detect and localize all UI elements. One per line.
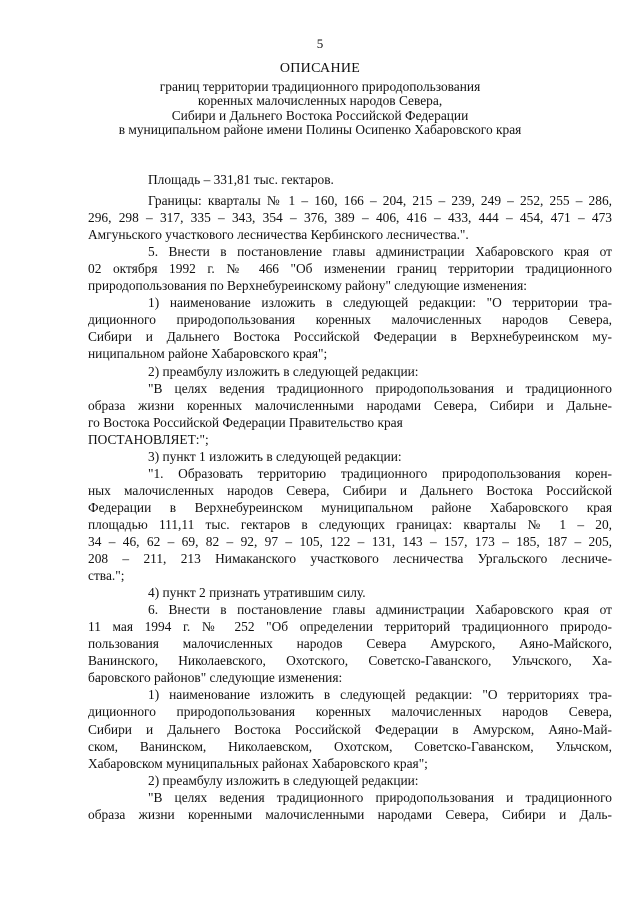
subtitle-line: коренных малочисленных народов Севера, xyxy=(197,93,443,109)
document-body xyxy=(88,171,612,823)
body-line: баровского районов" следующие изменения: xyxy=(88,670,343,686)
body-line: го Востока Российской Федерации Правительство края xyxy=(88,414,403,430)
body-line: 11 мая 1994 г. № 252 "Об определении территорий традиционного природо- xyxy=(88,619,612,635)
body-line: ском, Ванинском, Николаевском, Охотском, Советско-Гаванском, Ульчском, xyxy=(88,738,612,754)
document-subtitle xyxy=(0,80,640,138)
body-line: образа жизни коренных малочисленными народами Севера, Сибири и Дальне- xyxy=(88,397,612,413)
body-line: Сибири и Дальнего Востока Российской Федерации в Верхнебуреинском му- xyxy=(88,329,612,345)
body-line: 2) преамбулу изложить в следующей редакции: xyxy=(148,363,419,379)
body-line: ниципальном районе Хабаровского края"; xyxy=(88,346,328,362)
body-line: "В целях ведения традиционного природопользования и традиционного xyxy=(148,789,612,805)
body-line: Сибири и Дальнего Востока Российской Федерации в Амурском, Аяно-Май- xyxy=(88,721,612,737)
body-line: Амгуньского участкового лесничества Кербинского лесничества.". xyxy=(88,227,469,243)
body-line: 02 октября 1992 г. № 466 "Об изменении границ территории традиционного xyxy=(88,261,612,277)
body-line: "В целях ведения традиционного природопользования и традиционного xyxy=(148,380,612,396)
body-line: 34 – 46, 62 – 69, 82 – 92, 97 – 105, 122 – 131, 143 – 157, 173 – 185, 187 – 205, xyxy=(88,533,612,549)
body-line: 3) пункт 1 изложить в следующей редакции: xyxy=(148,448,402,464)
body-line: ства."; xyxy=(88,568,125,584)
body-line: 1) наименование изложить в следующей редакции: "О территориях тра- xyxy=(148,687,612,703)
body-line: ных малочисленных народов Севера, Сибири и Дальнего Востока Российской xyxy=(88,482,612,498)
body-line: диционного природопользования коренных малочисленных народов Севера, xyxy=(88,704,612,720)
body-line: образа жизни коренными малочисленными народами Севера, Сибири и Даль- xyxy=(88,806,612,822)
body-line: 208 – 211, 213 Нимаканского участкового лесничества Ургальского лесниче- xyxy=(88,551,612,567)
body-line: 2) преамбулу изложить в следующей редакции: xyxy=(148,772,419,788)
body-line: 1) наименование изложить в следующей редакции: "О территории тра- xyxy=(148,295,612,311)
subtitle-line: Сибири и Дальнего Востока Российской Федерации xyxy=(171,107,469,123)
body-line: площадью 111,11 тыс. гектаров в следующих границах: кварталы № 1 – 20, xyxy=(88,516,612,532)
body-line: 6. Внести в постановление главы администрации Хабаровского края от xyxy=(148,602,612,618)
subtitle-line: границ территории традиционного природопользования xyxy=(159,79,481,94)
body-line: Площадь – 331,81 тыс. гектаров. xyxy=(148,172,334,187)
body-line: 4) пункт 2 признать утратившим силу. xyxy=(148,585,366,601)
body-line: 296, 298 – 317, 335 – 343, 354 – 376, 389 – 406, 416 – 433, 444 – 454, 471 – 473 xyxy=(88,210,612,226)
document-heading: ОПИСАНИЕ xyxy=(279,61,361,76)
body-line: Хабаровском муниципальных районах Хабаровского края"; xyxy=(88,755,428,771)
body-line: диционного природопользования коренных малочисленных народов Севера, xyxy=(88,312,612,328)
body-line: природопользования по Верхнебуреинскому району" следующие изменения: xyxy=(88,278,527,294)
body-line: 5. Внести в постановление главы администрации Хабаровского края от xyxy=(148,244,612,260)
body-line: пользования малочисленных народов Севера Амурского, Аяно-Майского, xyxy=(88,636,612,652)
body-line: ПОСТАНОВЛЯЕТ:"; xyxy=(88,431,209,447)
body-line: Ванинского, Николаевского, Охотского, Советско-Гаванского, Ульчского, Ха- xyxy=(88,653,612,669)
body-line: Границы: кварталы № 1 – 160, 166 – 204, 215 – 239, 249 – 252, 255 – 286, xyxy=(148,193,612,209)
body-line: "1. Образовать территорию традиционного природопользования корен- xyxy=(148,465,612,481)
page-number: 5 xyxy=(316,36,324,51)
body-line: Федерации в Верхнебуреинском муниципальном районе Хабаровского края xyxy=(88,499,612,515)
subtitle-line: в муниципальном районе имени Полины Осипенко Хабаровского края xyxy=(118,122,522,138)
